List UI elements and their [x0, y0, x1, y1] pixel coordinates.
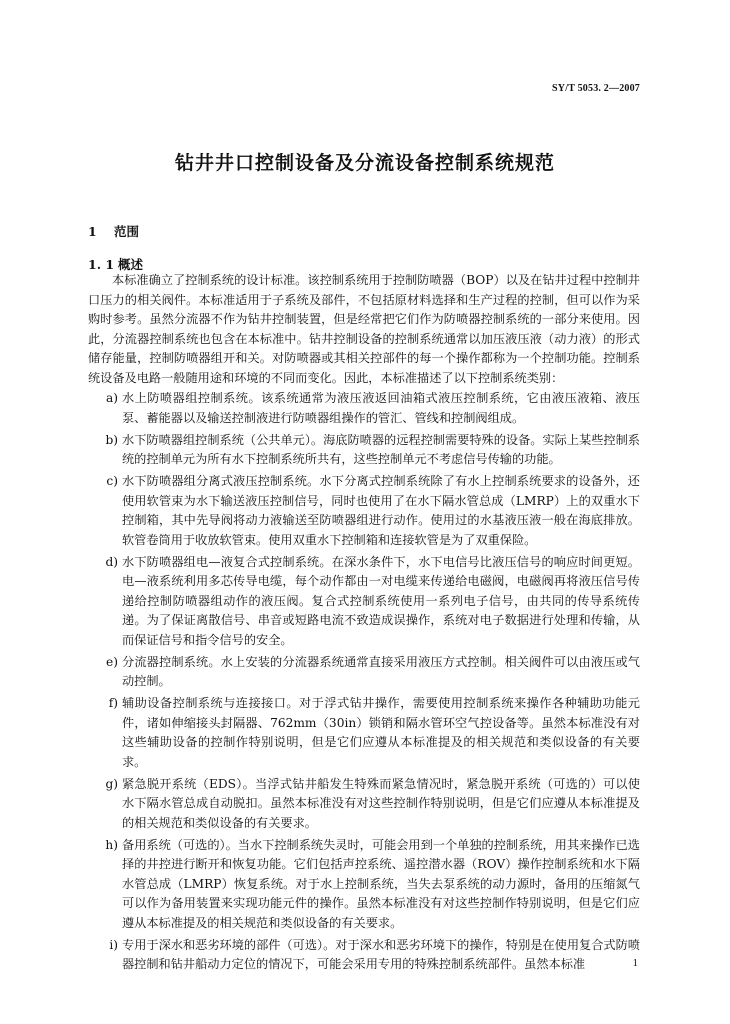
item-text: 水下防喷器组电—液复合式控制系统。在深水条件下，水下电信号比液压信号的响应时间更短。电—液系统利用多芯传导电缆，每个动作都由一对电缆来传递给电磁阀，电磁阀再将液压信号传递给控制防喷器组动作的液压阀。复合式控制系统使用一系列电子信号，由共同的传导系统传递。为了保证离散信号、串音或短路电流不致造成误操作，系统对电子数据进行处理和传输，从而保证信号和指令信号的安全。: [122, 554, 640, 647]
list-item: [88, 431, 640, 470]
item-text: 辅助设备控制系统与连接接口。对于浮式钻井操作，需要使用控制系统来操作各种辅助功能元件，诸如伸缩接头封隔器、762mm（30in）锁销和隔水管环空气控设备等。虽然本标准没有对这些辅助设备的控制作特别说明，但是它们应遵从本标准提及的相关规范和类似设备的有关要求。: [122, 696, 640, 769]
item-marker: g): [105, 776, 118, 791]
intro-paragraph: 本标准确立了控制系统的设计标准。该控制系统用于控制防喷器（BOP）以及在钻井过程中控制井口压力的相关阀件。本标准适用于子系统及部件，不包括原材料选择和生产过程的控制，但可以作为采购时参考。虽然分流器不作为钻井控制装置，但是经常把它们作为防喷器控制系统的一部分来使用。因此，分流器控制系统也包含在本标准中。钻井控制设备的控制系统通常以加压液压液（动力液）的形式储存能量，控制防喷器组开和关。对防喷器或其相关控部件的每一个操作都称为一个控制功能。控制系统设备及电路一般随用途和环境的不同而变化。因此，本标准描述了以下控制系统类别：: [88, 273, 640, 385]
list-item: [88, 389, 640, 428]
item-marker: c): [106, 474, 118, 488]
list-item: [88, 936, 640, 975]
item-text: 水下防喷器组分离式液压控制系统。水下分离式控制系统除了有水上控制系统要求的设备外，还使用软管束为水下输送液压控制信号，同时也使用了在水下隔水管总成（LMRP）上的双重水下控制箱，其中先导阀将动力液输送至防喷器组进行动作。使用过的水基液压液一般在海底排放。软管卷筒用于收放软管束。使用双重水下控制箱和连接软管是为了双重保险。: [122, 474, 640, 547]
subsection-title: 概述: [118, 257, 144, 272]
category-list: [88, 389, 640, 977]
list-item: [88, 653, 640, 692]
section-heading: [88, 222, 139, 240]
item-marker: b): [105, 432, 118, 447]
subsection-number: 1. 1: [88, 257, 115, 272]
item-marker: i): [109, 937, 118, 952]
item-text: 水下防喷器组控制系统（公共单元）。海底防喷器的远程控制需要特殊的设备。实际上某些控制系统的控制单元为所有水下控制系统所共有，这些控制单元不考虑信号传输的功能。: [122, 432, 640, 466]
list-item: [88, 775, 640, 834]
list-item: [88, 836, 640, 934]
item-text: 分流器控制系统。水上安装的分流器系统通常直接采用液压方式控制。相关阀件可以由液压或气动控制。: [122, 654, 640, 688]
item-text: 水上防喷器组控制系统。该系统通常为液压液返回油箱式液压控制系统，它由液压液箱、液压泵、蓄能器以及输送控制液进行防喷器组操作的管汇、管线和控制阀组成。: [122, 391, 640, 425]
section-title: 范围: [114, 224, 140, 239]
list-item: [88, 553, 640, 651]
item-marker: d): [105, 554, 118, 569]
item-marker: a): [105, 391, 118, 405]
item-marker: e): [106, 654, 118, 669]
standard-code: SY/T 5053. 2—2007: [552, 83, 640, 94]
section-number: 1: [88, 224, 97, 239]
item-marker: f): [108, 696, 118, 710]
document-title: 钻井井口控制设备及分流设备控制系统规范: [174, 152, 555, 174]
page-number: 1: [632, 957, 638, 969]
item-marker: h): [105, 837, 118, 852]
item-text: 专用于深水和恶劣环境的部件（可选）。对于深水和恶劣环境下的操作，特别是在使用复合式防喷器控制和钻井船动力定位的情况下，可能会采用专用的特殊控制系统部件。虽然本标准: [122, 937, 640, 971]
item-text: 紧急脱开系统（EDS）。当浮式钻井船发生特殊而紧急情况时，紧急脱开系统（可选的）可以使水下隔水管总成自动脱扣。虽然本标准没有对这些控制作特别说明，但是它们应遵从本标准提及的相关规范和类似设备的有关要求。: [122, 776, 640, 830]
list-item: [88, 472, 640, 550]
item-text: 备用系统（可选的）。当水下控制系统失灵时，可能会用到一个单独的控制系统，用其来操作已选择的井控进行断开和恢复功能。它们包括声控系统、遥控潜水器（ROV）操作控制系统和水下隔水管总成（LMRP）恢复系统。对于水上控制系统，当失去泵系统的动力源时，备用的压缩氮气可以作为备用装置来实现功能元件的操作。虽然本标准没有对这些控制作特别说明，但是它们应遵从本标准提及的相关规范和类似设备的有关要求。: [122, 837, 640, 930]
list-item: [88, 694, 640, 772]
